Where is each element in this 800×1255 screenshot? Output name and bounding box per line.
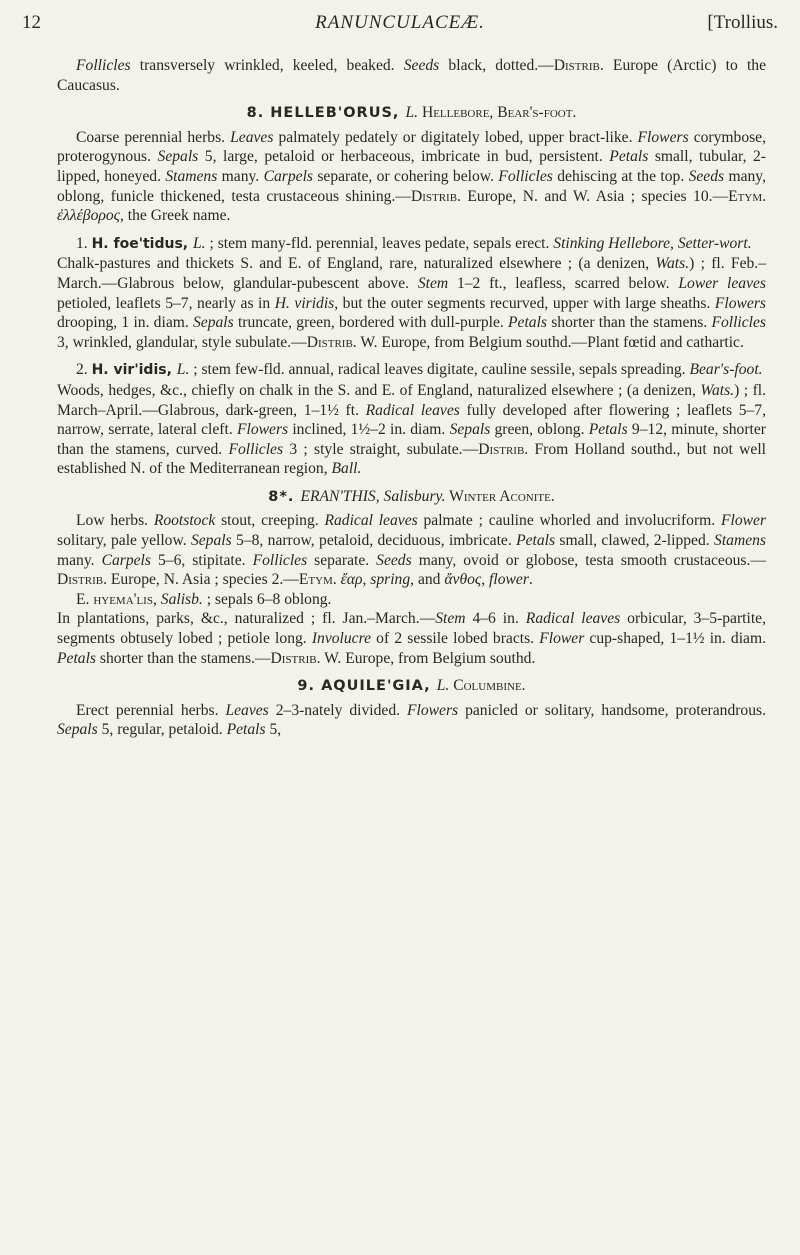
running-head — [22, 12, 778, 38]
species-heading-viridis: 2. H. vir'idis, L. ; stem few-fld. annual, radical leaves digitate, cauline sessile, sepals spreading. Bear's-foot. — [76, 361, 763, 379]
eranthis-description: Low herbs. Rootstock stout, creeping. Radical leaves palmate ; cauline whorled and involucriform. Flower solitary, pale yellow. Sepals 5–8, narrow, petaloid, deciduous, imbricate. Petals small, clawed, 2-lipped. Stamens many. Carpels 5–6, stipitate. Follicles separate. Seeds many, ovoid or globose, testa smooth crustaceous.—Distrib. Europe, N. Asia ; species 2.—Etym. ἔαρ, spring, and ἄνθος, flower. — [57, 512, 767, 589]
foetidus-description: Chalk-pastures and thickets S. and E. of England, rare, naturalized elsewhere ; (a denizen, Wats.) ; fl. Feb.–March.—Glabrous below, glandular-pubescent above. Stem 1–2 ft., leafless, scarred below. Lower leaves petioled, leaflets 5–7, nearly as in H. viridis, but the outer segments recurved, upper with large sheaths. Flowers drooping, 1 in. diam. Sepals truncate, green, bordered with dull-purple. Petals shorter than the stamens. Follicles 3, wrinkled, glandular, style subulate.—Distrib. W. Europe, from Belgium southd.—Plant fœtid and cathartic. — [57, 255, 767, 351]
page-number: 12 — [22, 12, 41, 33]
page-text — [57, 56, 766, 740]
viridis-description: Woods, hedges, &c., chiefly on chalk in the S. and E. of England, naturalized elsewhere ; (a denizen, Wats.) ; fl. March–April.—Glabrous, dark-green, 1–1½ ft. Radical leaves fully developed after flowering ; leaflets 5–7, narrow, serrate, lateral cleft. Flowers inclined, 1½–2 in. diam. Sepals green, oblong. Petals 9–12, minute, shorter than the stamens, curved. Follicles 3 ; style straight, subulate.—Distrib. From Holland southd., but not well established N. of the Mediterranean region, Ball. — [57, 381, 766, 478]
aquilegia-description: Erect perennial herbs. Leaves 2–3-nately divided. Flowers panicled or solitary, handsome, proterandrous. Sepals 5, regular, petaloid. Petals 5, — [57, 701, 766, 739]
species-heading-hyemalis: E. hyema'lis, Salisb. ; sepals 6–8 oblong. — [76, 590, 332, 608]
genus-heading-eranthis: 8*. ERAN'THIS, Salisbury. Winter Aconite. — [268, 487, 555, 505]
genus-heading-aquilegia: 9. AQUILE'GIA, L. Columbine. — [297, 677, 526, 695]
running-genus: [Trollius. — [707, 12, 778, 33]
trollius-follicles-paragraph: Follicles transversely wrinkled, keeled, beaked. Seeds black, dotted.—Distrib. Europe (Arctic) to the Caucasus. — [57, 57, 766, 94]
hyemalis-description: In plantations, parks, &c., naturalized ; fl. Jan.–March.—Stem 4–6 in. Radical leaves orbicular, 3–5-partite, segments obtusely lobed ; petiole long. Involucre of 2 sessile lobed bracts. Flower cup-shaped, 1–1½ in. diam. Petals shorter than the stamens.—Distrib. W. Europe, from Belgium southd. — [57, 610, 766, 667]
species-heading-foetidus: 1. H. foe'tidus, L. ; stem many-fld. perennial, leaves pedate, sepals erect. Stinking Hellebore, Setter-wort. — [76, 234, 752, 252]
helleborus-description: Coarse perennial herbs. Leaves palmately pedately or digitately lobed, upper bract-like. Flowers corymbose, proterogynous. Sepals 5, large, petaloid or herbaceous, imbricate in bud, persistent. Petals small, tubular, 2-lipped, honeyed. Stamens many. Carpels separate, or cohering below. Follicles dehiscing at the top. Seeds many, oblong, funicle thickened, testa crustaceous shining.—Distrib. Europe, N. and W. Asia ; species 10.—Etym. ἐλλέβορος, the Greek name. — [57, 128, 767, 225]
page-title: RANUNCULACEÆ. — [315, 12, 485, 33]
genus-heading-helleborus: 8. HELLEB'ORUS, L. Hellebore, Bear's-foot. — [246, 104, 577, 122]
